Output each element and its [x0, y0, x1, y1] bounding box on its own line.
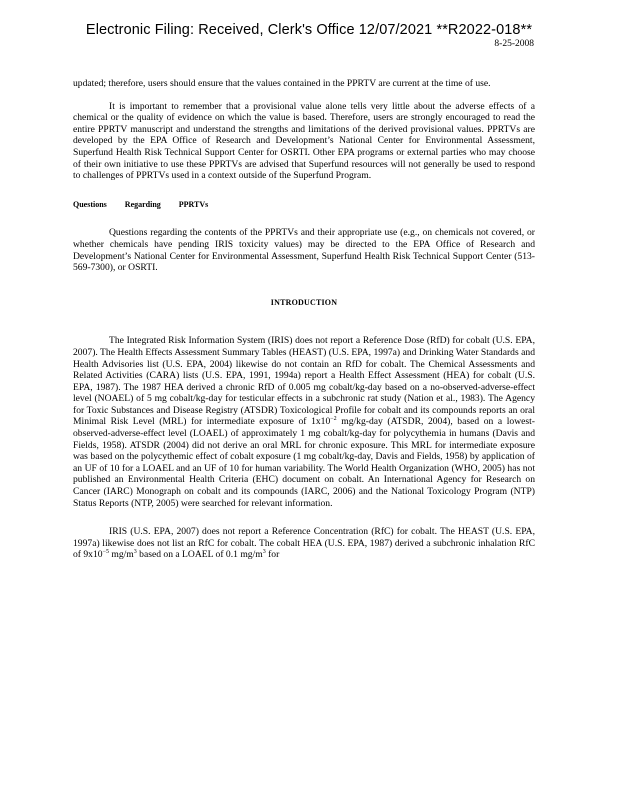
intro-rfd-text-2: mg/kg-day (ATSDR, 2004), based on a lowest-observed-adverse-effect level (LOAEL) of approximately 1 mg cobalt/kg-day for polycythemia in humans (Davis and Fields, 1958). ATSDR (2004) did not derive an oral MRL for chronic exposure. This MRL for intermediate exposure was based on the polycythemic effect of cobalt exposure (1 mg cobalt/kg-day, Davis and Fields, 1958) by application of an UF of 10 for a LOAEL and an UF of 10 for human variability. The World Health Organization (WHO, 2005) has not published an Environmental Health Criteria (EHC) document on cobalt. An International Agency for Research on Cancer (IARC) Monograph on cobalt and its compounds (IARC, 2006) and the National Toxicology Program (NTP) Status Reports (NTP, 2005) were searched for relevant information.	[73, 416, 535, 509]
intro-rfc-text-3: based on a LOAEL of 0.1 mg/m	[136, 549, 263, 561]
paragraph-continued: updated; therefore, users should ensure that the values contained in the PPRTV are current at the time of use.	[73, 78, 491, 89]
questions-heading: Questions Regarding PPRTVs	[73, 199, 209, 209]
intro-rfc-text-1: IRIS (U.S. EPA, 2007) does not report a Reference Concentration (RfC) for cobalt. The HEAST (U.S. EPA, 1997a) likewise does not list an RfC for cobalt. The cobalt HEA (U.S. EPA, 1987) derived a subchronic inhalation RfC of 9x10	[73, 526, 535, 561]
document-body	[73, 78, 535, 561]
intro-rfc-text-4: for	[265, 549, 280, 561]
exponent-rfc: −5	[102, 549, 109, 556]
paragraph-introduction-rfd	[73, 335, 535, 509]
received-stamp: Electronic Filing: Received, Clerk's Office 12/07/2021 **R2022-018**	[85, 22, 533, 38]
introduction-heading: INTRODUCTION	[270, 297, 338, 307]
intro-rfd-text-1: The Integrated Risk Information System (IRIS) does not report a Reference Dose (RfD) for cobalt (U.S. EPA, 2007). The Health Effects Assessment Summary Tables (HEAST) (U.S. EPA, 1997a) and Drinking Water Standards and Health Advisories list (U.S. EPA, 2004) likewise do not contain an RfD for cobalt. The Chemical Assessments and Related Activities (CARA) lists (U.S. EPA, 1991, 1994a) report a Health Effect Assessment (HEA) for cobalt (U.S. EPA, 1987). The 1987 HEA derived a chronic RfD of 0.005 mg cobalt/kg-day based on a no-observed-adverse-effect level (NOAEL) of 5 mg cobalt/kg-day for testicular effects in a subchronic rat study (Nation et al., 1983). The Agency for Toxic Substances and Disease Registry (ATSDR) Toxicological Profile for cobalt and its compounds reports an oral Minimal Risk Level (MRL) for intermediate exposure of 1x10	[73, 335, 535, 428]
document-date: 8-25-2008	[494, 39, 534, 49]
exponent-mrl: −2	[330, 416, 337, 423]
paragraph-questions: Questions regarding the contents of the PPRTVs and their appropriate use (e.g., on chemicals not covered, or whether chemicals have pending IRIS toxicity values) may be directed to the EPA Office of Research and Development’s National Center for Environmental Assessment, Superfund Health Risk Technical Support Center (513-569-7300), or OSRTI.	[73, 227, 535, 274]
paragraph-provisional-values: It is important to remember that a provisional value alone tells very little about the adverse effects of a chemical or the quality of evidence on which the value is based. Therefore, users are strongly encouraged to read the entire PPRTV manuscript and understand the strengths and limitations of the derived provisional values. PPRTVs are developed by the EPA Office of Research and Development’s National Center for Environmental Assessment, Superfund Health Risk Technical Support Center for OSRTI. Other EPA programs or external parties who may choose of their own initiative to use these PPRTVs are advised that Superfund resources will not generally be used to respond to challenges of PPRTVs used in a context outside of the Superfund Program.	[73, 100, 535, 182]
exponent-unit-1: 3	[133, 549, 137, 556]
paragraph-introduction-rfc	[73, 526, 535, 561]
exponent-unit-2: 3	[262, 549, 266, 556]
intro-rfc-text-2: mg/m	[108, 549, 134, 561]
